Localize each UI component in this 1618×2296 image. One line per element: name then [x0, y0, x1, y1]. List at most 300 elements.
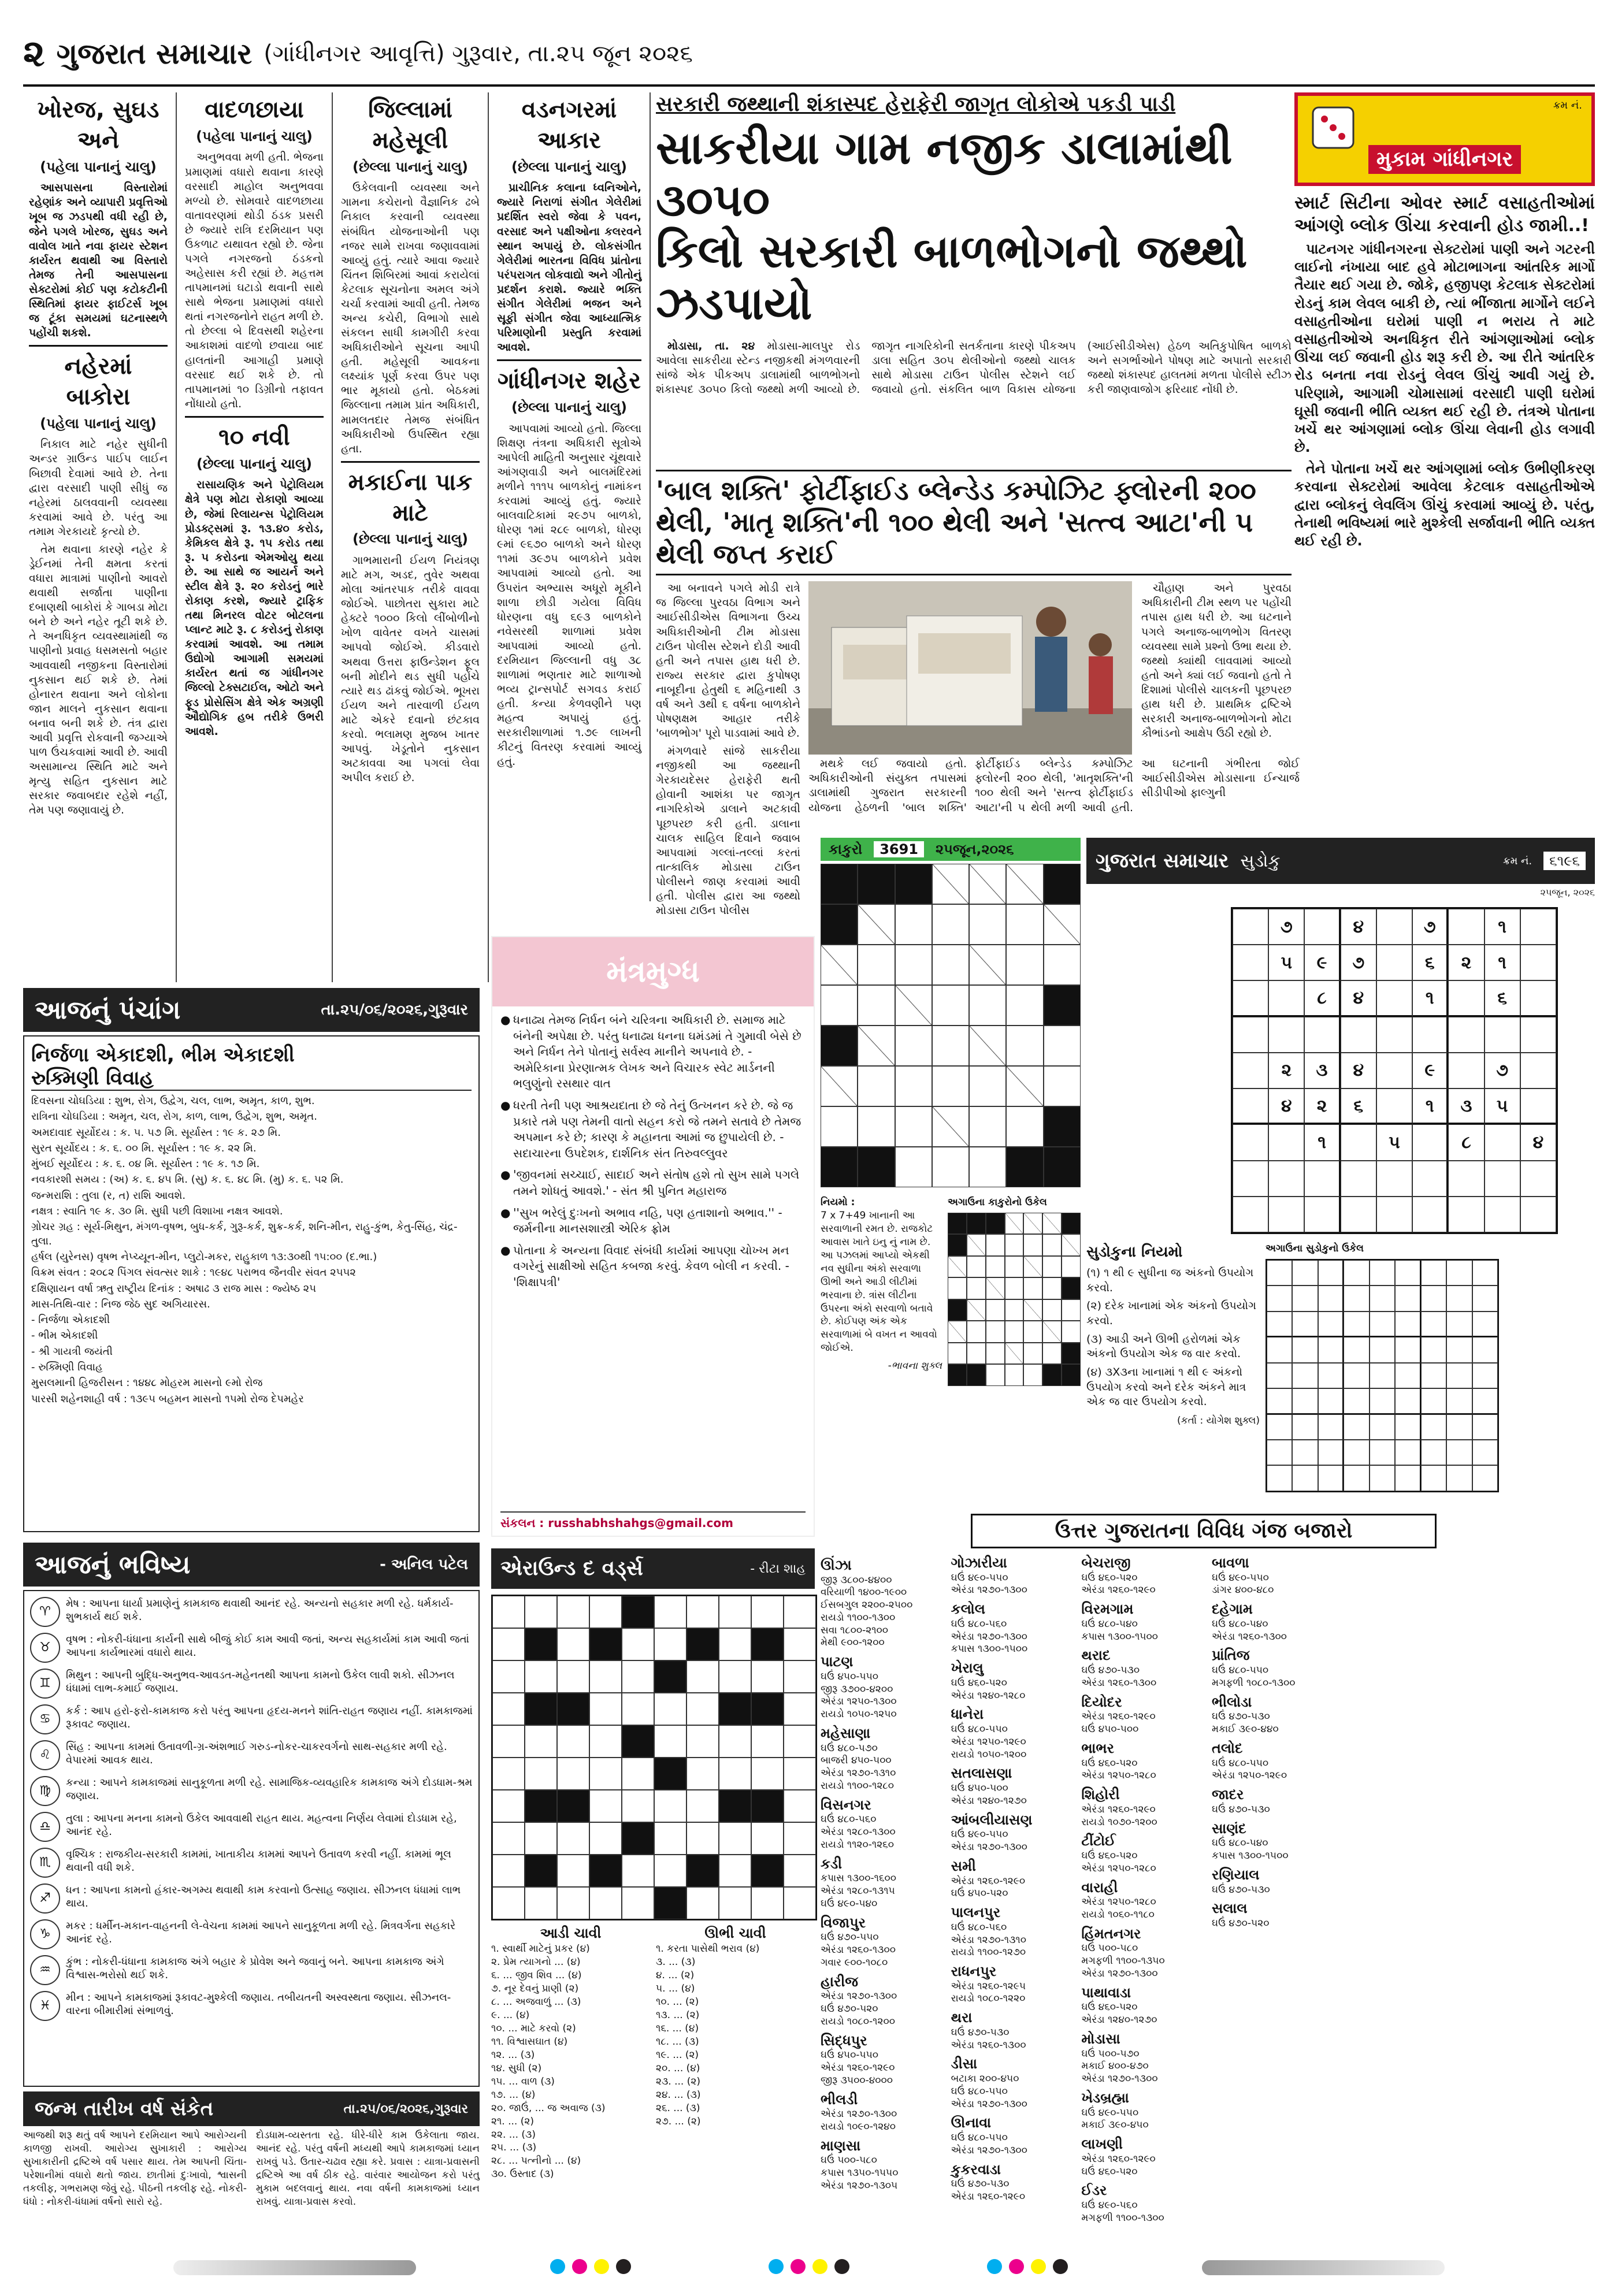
- sudoku-cell[interactable]: ૮: [1304, 980, 1340, 1016]
- crossword-cell[interactable]: [719, 1855, 751, 1887]
- crossword-cell[interactable]: [719, 1660, 751, 1693]
- sudoku-brand: ગુજરાત સમાચાર: [1096, 849, 1229, 872]
- crossword-cell[interactable]: [557, 1758, 589, 1790]
- kakuro-cell[interactable]: [1005, 1277, 1024, 1299]
- campaign-box: [1294, 92, 1595, 844]
- kakuro-cell[interactable]: [1005, 1299, 1024, 1321]
- sudoku-cell[interactable]: [1233, 1017, 1268, 1053]
- kakuro-cell[interactable]: [1005, 1321, 1024, 1343]
- kakuro-cell[interactable]: [895, 904, 932, 945]
- crossword-clue-across: ૩૦. ઉસ્તાદ (૩): [491, 2168, 554, 2180]
- sudoku-cell[interactable]: ૨: [1448, 945, 1484, 980]
- col3-para-2: ગાભમારાની ઈયળ નિયંત્રણ માટે મગ, અડદ, તુવેર અથવા મોલા આંતરપાક તરીકે વાવવા જોઈએ. પાછોતરા સુકારા માટે હેક્ટરે ૧૦૦૦ કિલો લીંબોળીનો ખોળ વાવેતર વખતે ચાસમાં આપવો જોઈએ. કીડવારો અથવા ઉત્તરા ફાઉન્ડેશન ફૂલ બની મોદીને થડ સુધી પહોંચે ત્યારે થડ ઢાંકવું જોઈએ. ભૂખરા ઈયળ અને તારવાળી ઈયળ માટે એકરે દવાનો છંટકાવ કરવો. ભલામણ મુજબ ખાતર આપવું. ખેડૂતોને નુકસાન અટકાવવા આ પગલાં લેવા અપીલ કરાઈ છે.: [341, 554, 480, 785]
- sudoku-cell[interactable]: [1412, 1017, 1448, 1053]
- sudoku-cell[interactable]: [1376, 1161, 1412, 1197]
- kakuro-cell[interactable]: [986, 1256, 1005, 1278]
- sudoku-cell[interactable]: [1485, 1197, 1520, 1232]
- kakuro-cell[interactable]: [895, 1147, 932, 1187]
- crossword-cell[interactable]: [686, 1822, 719, 1855]
- market-city-block: [1212, 1740, 1334, 1782]
- crossword-cell[interactable]: [492, 1693, 525, 1725]
- crossword-cell[interactable]: [492, 1596, 525, 1628]
- sudoku-solution-cell: [1267, 1260, 1292, 1286]
- sudoku-cell[interactable]: [1268, 1197, 1304, 1232]
- sudoku-cell[interactable]: [1448, 1017, 1484, 1053]
- crossword-cell[interactable]: [654, 1628, 686, 1660]
- birthday-title: જન્મ તારીખ વર્ષ સંકેત: [35, 2097, 214, 2120]
- sudoku-cell[interactable]: ૩: [1448, 1088, 1484, 1124]
- crossword-cell[interactable]: [589, 1725, 622, 1758]
- crossword-cell[interactable]: [719, 1628, 751, 1660]
- crossword-cell[interactable]: [784, 1758, 816, 1790]
- crossword-cell[interactable]: [784, 1596, 816, 1628]
- sudoku-cell[interactable]: [1268, 1017, 1304, 1053]
- crossword-clue-across: ૨૦. જાઉં, ... જ અવાજ (૩): [491, 2102, 606, 2114]
- sudoku-cell[interactable]: [1341, 1161, 1376, 1197]
- lead-body-3: મંગળવારે સાંજે સાકરીયા નજીકથી આ જથ્થાની ગેરકાયદેસર હેરાફેરી થતી હોવાની આશંકા પર જાગૃત નાગરિકોએ ડાલાને અટકાવી પૂછપરછ કરી હતી. ડાલાના ચાલક સાહિલ દિવાને જવાબ આપવામાં ગલ્લાં-તલ્લાં કરતાં તાત્કાલિક મોડાસા ટાઉન પોલીસને જાણ કરવામાં આવી હતી. પોલીસ દ્વારા આ જથ્થો મોડાસા ટાઉન પોલીસ: [656, 745, 800, 917]
- crossword-cell[interactable]: [622, 1660, 654, 1693]
- sudoku-cell[interactable]: [1376, 980, 1412, 1016]
- crossword-cell[interactable]: [751, 1822, 784, 1855]
- sudoku-cell[interactable]: [1341, 1124, 1376, 1160]
- sudoku-cell[interactable]: [1412, 1197, 1448, 1232]
- kakuro-cell[interactable]: [969, 1106, 1006, 1147]
- zodiac-row: [30, 1704, 473, 1734]
- crossword-cell[interactable]: [525, 1822, 557, 1855]
- kakuro-cell[interactable]: [1006, 985, 1043, 1026]
- market-city-block: [821, 1914, 943, 1970]
- crossword-cell[interactable]: [686, 1660, 719, 1693]
- crossword-cell[interactable]: [557, 1887, 589, 1919]
- kakuro-cell[interactable]: [858, 945, 895, 985]
- zodiac-row: [30, 1776, 473, 1806]
- kakuro-cell[interactable]: [1044, 945, 1081, 985]
- sudoku-cell[interactable]: [1520, 945, 1556, 980]
- kakuro-cell[interactable]: [986, 1343, 1005, 1365]
- kakuro-cell[interactable]: [858, 1066, 895, 1106]
- market-price-row: ઘઉં ૪૬૦-૫૨૦: [1081, 1571, 1138, 1584]
- crossword-cell[interactable]: [589, 1758, 622, 1790]
- kakuro-cell[interactable]: [1005, 1364, 1024, 1386]
- crossword-cell[interactable]: [719, 1758, 751, 1790]
- sudoku-solution-title: અગાઉના સુડોકુનો ઉકેલ: [1266, 1243, 1364, 1254]
- lead-body-4: મથકે લઈ જવાયો હતો. અધિકારીઓની સંયુક્ત તપાસમાં ડાલામાંથી ગુજરાત સરકારની યોજના હેઠળની 'બાલ શક્તિ' ફોર્ટીફાઈડ બ્લેન્ડેડ કમ્પોઝિટ ફ્લોરની ૨૦૦ થેલી, 'માતૃશક્તિ'ની ૧૦૦ થેલી અને 'સત્ત્વ ફોર્ટીફાઈડ આટા'ની ૫ થેલી મળી આવી હતી. આ ઘટનાની ગંભીરતા જોઈ આઈસીડીએસ મોડાસાના ઈન્ચાર્જ સીડીપીઓ ફાલ્ગુની: [808, 757, 1300, 814]
- crossword-cell[interactable]: [557, 1725, 589, 1758]
- crossword-cell[interactable]: [686, 1887, 719, 1919]
- kakuro-clue-cell: [1062, 1277, 1081, 1299]
- sudoku-cell[interactable]: [1520, 909, 1556, 945]
- sudoku-solution-cell: [1421, 1286, 1446, 1311]
- sudoku-cell[interactable]: [1304, 1197, 1340, 1232]
- sudoku-cell[interactable]: ૪: [1520, 1124, 1556, 1160]
- sudoku-cell[interactable]: [1341, 1197, 1376, 1232]
- kakuro-cell[interactable]: [932, 904, 969, 945]
- kakuro-cell[interactable]: [932, 1147, 969, 1187]
- lead-dateline: મોડાસા, તા. ૨૪: [667, 339, 755, 352]
- sudoku-cell[interactable]: [1376, 1017, 1412, 1053]
- market-city-block: [821, 1973, 943, 2028]
- market-city-block: [1081, 1786, 1204, 1829]
- crossword-cell[interactable]: [784, 1887, 816, 1919]
- crossword-cell[interactable]: [525, 1758, 557, 1790]
- crossword-cell[interactable]: [557, 1855, 589, 1887]
- sudoku-solution-cell: [1370, 1440, 1395, 1465]
- sudoku-cell[interactable]: ૭: [1341, 945, 1376, 980]
- birthday-col-2: દોડધામ-વ્યસ્તતા રહે. ધીરે-ધીરે કામ ઉકેલાતા જાય. આનંદ રહે. પરંતુ વર્ષની મધ્યથી આપે કામકાજમાં ધ્યાન રાખવું પડે. ઉતાર-ચઢાવ રહ્યા કરે. પ્રવાસ : યાત્રા-પ્રવાસની દ્રષ્ટિએ આ વર્ષ ઠીક રહે. વારંવાર આયોજન કરો પરંતુ મુકામ બદલવાનું થાય. નવા વર્ષની કામકાજમાં ધ્યાન રાખવું. યાત્રા-પ્રવાસ કરવો.: [256, 2130, 480, 2208]
- crossword-cell[interactable]: [492, 1887, 525, 1919]
- kakuro-cell[interactable]: [821, 1106, 858, 1147]
- market-city-block: [1081, 2030, 1204, 2086]
- sudoku-cell[interactable]: [1268, 980, 1304, 1016]
- sudoku-cell[interactable]: [1448, 980, 1484, 1016]
- crossword-cell[interactable]: [492, 1758, 525, 1790]
- market-price-row: કપાસ ૧૩૫૦-૧૫૫૦: [821, 2167, 899, 2179]
- market-city-block: [821, 2032, 943, 2087]
- crossword-grid[interactable]: [491, 1595, 815, 1918]
- sudoku-cell[interactable]: [1233, 1088, 1268, 1124]
- zodiac-icon: ♉: [30, 1633, 60, 1663]
- crossword-cell[interactable]: [525, 1596, 557, 1628]
- crossword-cell[interactable]: [557, 1822, 589, 1855]
- kakuro-cell[interactable]: [1023, 1321, 1042, 1343]
- sudoku-cell[interactable]: ૧: [1485, 909, 1520, 945]
- sudoku-cell[interactable]: [1520, 1197, 1556, 1232]
- col4-para-1: પ્રાચીનિક કલાના ધ્વનિઓને, જ્યારે નિરાળાં સંગીત ગેલેરીમાં પ્રદર્શિત સ્વરો જેવા કે પવન, વરસાદ અને પક્ષીઓના કલરવને સ્થાન અપાયું છે. લોકસંગીત ગેલેરીમાં ભારતના વિવિધ પ્રાંતોના પરંપરાગત લોકવાદ્યો અને ગીતોનું પ્રદર્શન કરાશે. જ્યારે ભક્તિ સંગીત ગેલેરીમાં ભજન અને સૂફી સંગીત જેવા આધ્યાત્મિક પરિમાણોની પ્રસ્તુતિ કરવામાં આવશે.: [497, 181, 641, 354]
- market-price-row: ઘઉં ૪૬૦-૫૨૦: [951, 1677, 1007, 1689]
- color-dots-1: [547, 2259, 634, 2276]
- sudoku-cell[interactable]: ૮: [1448, 1124, 1484, 1160]
- kakuro-grid[interactable]: [821, 864, 1081, 1187]
- kakuro-rules-text: 7 x 7+49 ખાનાની આ સરવાળાની રમત છે. રાજકોટ આવાસ ખાતે ઇનુ નું નામ છે. આ પઝલમાં આપ્યો એકથી નવ સુધીના અંકો સરવાળા ઊભી અને આડી લીટીમાં ભરવાના છે. ત્રાંસ લીટીના ઉપરના અંકો સરવાળો બતાવે છે. કોઈપણ અંક એક સરવાળામાં બે વખત ન આવવો જોઈએ.: [821, 1209, 937, 1354]
- crossword-cell[interactable]: [525, 1887, 557, 1919]
- kakuro-cell[interactable]: [1005, 1234, 1024, 1256]
- sudoku-cell[interactable]: ૫: [1485, 1088, 1520, 1124]
- sudoku-cell[interactable]: [1520, 1161, 1556, 1197]
- kakuro-cell[interactable]: [986, 1364, 1005, 1386]
- kakuro-cell[interactable]: [1023, 1364, 1042, 1386]
- market-city-name: મોડાસા: [1081, 2030, 1120, 2047]
- sudoku-cell[interactable]: ૬: [1485, 980, 1520, 1016]
- crossword-clue-across: ૧૪. સુધી (૨): [491, 2062, 542, 2074]
- crossword-cell[interactable]: [686, 1693, 719, 1725]
- sudoku-cell[interactable]: [1485, 1017, 1520, 1053]
- col1-para-1: આસપાસના વિસ્તારોમાં રહેણાંક અને વ્યાપારી પ્રવૃત્તિઓ ખૂબ જ ઝડપથી વધી રહી છે, જેને પગલે ખોરજ, સુઘડ અને વાવોલ ખાતે નવા ફાયર સ્ટેશન કાર્યરત થવાથી આ વિસ્તારો તેમજ તેની આસપાસના સેક્ટરોમાં કોઈ પણ કટોકટીની સ્થિતિમાં ફાયર ફાઈટર્સ ખૂબ જ ટૂંકા સમયમાં ઘટનાસ્થળે પહોંચી શકશે.: [29, 181, 168, 340]
- sudoku-cell[interactable]: [1233, 945, 1268, 980]
- crossword-cell[interactable]: [654, 1596, 686, 1628]
- kakuro-cell[interactable]: [986, 1299, 1005, 1321]
- column-1: [23, 92, 173, 982]
- crossword-cell[interactable]: [784, 1628, 816, 1660]
- sudoku-cell[interactable]: [1233, 1053, 1268, 1088]
- crossword-cell[interactable]: [686, 1758, 719, 1790]
- panchang-lines: [31, 1094, 472, 1406]
- market-price-row: મકાઈ ૩૯૦-૪૫૦: [1081, 2119, 1149, 2131]
- sudoku-cell[interactable]: [1520, 1088, 1556, 1124]
- crossword-cell[interactable]: [751, 1596, 784, 1628]
- market-price-row: વરિયાળી ૧૪૦૦-૧૯૦૦: [821, 1587, 907, 1599]
- kakuro-cell[interactable]: [1023, 1277, 1042, 1299]
- kakuro-cell[interactable]: [969, 904, 1006, 945]
- sudoku-cell[interactable]: ૪: [1268, 1088, 1304, 1124]
- crossword-cell[interactable]: [751, 1887, 784, 1919]
- kakuro-cell[interactable]: [858, 985, 895, 1026]
- crossword-cell[interactable]: [654, 1855, 686, 1887]
- sudoku-cell[interactable]: ૭: [1412, 909, 1448, 945]
- sudoku-cell[interactable]: [1412, 1161, 1448, 1197]
- crossword-cell[interactable]: [686, 1790, 719, 1822]
- crossword-block: [751, 1790, 784, 1822]
- crossword-cell[interactable]: [622, 1790, 654, 1822]
- crossword-cell[interactable]: [622, 1758, 654, 1790]
- sudoku-grid[interactable]: [1231, 907, 1554, 1231]
- kakuro-cell[interactable]: [1062, 1299, 1081, 1321]
- crossword-cell[interactable]: [525, 1660, 557, 1693]
- sudoku-cell[interactable]: [1520, 980, 1556, 1016]
- kakuro-cell[interactable]: [1006, 1106, 1043, 1147]
- crossword-block: [525, 1693, 557, 1725]
- market-price-row: એરંડા ૧૨૭૦-૧૩૧૦: [821, 1767, 896, 1779]
- kakuro-cell[interactable]: [895, 1106, 932, 1147]
- crossword-cell[interactable]: [492, 1855, 525, 1887]
- sudoku-cell[interactable]: [1376, 1197, 1412, 1232]
- panchang-line: નક્ષત્ર : સ્વાતિ ૧૯ ક. ૩૦ મિ. સુધી પછી વિશાખા નક્ષત્ર આવશે.: [31, 1205, 283, 1218]
- crossword-cell[interactable]: [784, 1725, 816, 1758]
- crossword-cell[interactable]: [525, 1725, 557, 1758]
- crossword-cell[interactable]: [492, 1725, 525, 1758]
- crossword-cell[interactable]: [686, 1725, 719, 1758]
- kakuro-cell[interactable]: [1023, 1343, 1042, 1365]
- kakuro-cell[interactable]: [986, 1234, 1005, 1256]
- sudoku-cell[interactable]: [1376, 945, 1412, 980]
- kakuro-cell[interactable]: [858, 1106, 895, 1147]
- kakuro-clue-cell: [858, 864, 895, 904]
- sudoku-cell[interactable]: ૪: [1341, 980, 1376, 1016]
- registration-dot: [791, 2259, 806, 2274]
- crossword-clue-down: ૧૩. ... (૨): [656, 2009, 700, 2022]
- crossword-cell[interactable]: [492, 1628, 525, 1660]
- kakuro-cell[interactable]: [969, 1066, 1006, 1106]
- kakuro-cell[interactable]: [969, 985, 1006, 1026]
- crossword-clue-across: ૧. સ્વાર્થી માટેનું પ્રકર (૪): [491, 1943, 590, 1955]
- crossword-cell[interactable]: [557, 1628, 589, 1660]
- sudoku-cell[interactable]: ૧: [1412, 980, 1448, 1016]
- crossword-cell[interactable]: [719, 1887, 751, 1919]
- sudoku-cell[interactable]: [1304, 1161, 1340, 1197]
- crossword-cell[interactable]: [751, 1660, 784, 1693]
- crossword-cell[interactable]: [654, 1693, 686, 1725]
- market-price-row: ઘઉં ૫૦૦-૫૮૦: [821, 2154, 877, 2167]
- crossword-block: [654, 1660, 686, 1693]
- zodiac-text: કર્ક : આપ હરો-ફરો-કામકાજ કરો પરંતુ આપના હૃદય-મનને શાંતિ-રાહત જણાય નહીં. કામકાજમાં રૂકાવટ જણાય.: [66, 1705, 473, 1731]
- sudoku-cell[interactable]: [1448, 909, 1484, 945]
- sudoku-cell[interactable]: [1233, 980, 1268, 1016]
- kakuro-title: કાકુરો: [829, 841, 863, 857]
- sudoku-cell[interactable]: [1233, 1161, 1268, 1197]
- crossword-cell[interactable]: [784, 1660, 816, 1693]
- kakuro-cell[interactable]: [1006, 945, 1043, 985]
- crossword-cell[interactable]: [589, 1822, 622, 1855]
- kakuro-cell[interactable]: [821, 985, 858, 1026]
- col4-headline-1: વડનગરમાં આકાર: [521, 96, 617, 154]
- kakuro-cell[interactable]: [1042, 1299, 1062, 1321]
- sudoku-cell[interactable]: [1485, 1124, 1520, 1160]
- sudoku-cell[interactable]: [1268, 1161, 1304, 1197]
- crossword-cell[interactable]: [654, 1790, 686, 1822]
- kakuro-cell[interactable]: [932, 945, 969, 985]
- kakuro-cell[interactable]: [969, 1147, 1006, 1187]
- sudoku-cell[interactable]: [1448, 1197, 1484, 1232]
- sudoku-cell[interactable]: ૨: [1304, 1088, 1340, 1124]
- crossword-cell[interactable]: [654, 1725, 686, 1758]
- kakuro-cell[interactable]: [1042, 1234, 1062, 1256]
- sudoku-cell[interactable]: ૬: [1341, 1088, 1376, 1124]
- kakuro-cell[interactable]: [1044, 1066, 1081, 1106]
- market-city-name: ગોઝારીયા: [951, 1555, 1007, 1571]
- market-city-block: [951, 1554, 1074, 1597]
- market-price-row: એરંડા ૧૨૬૦-૧૩૦૦: [951, 2039, 1026, 2051]
- kakuro-cell[interactable]: [948, 1277, 967, 1299]
- crossword-cell[interactable]: [557, 1596, 589, 1628]
- sudoku-cell[interactable]: [1233, 1197, 1268, 1232]
- zodiac-icon: ♎: [30, 1812, 60, 1842]
- crossword-cell[interactable]: [719, 1596, 751, 1628]
- crossword-cell[interactable]: [784, 1855, 816, 1887]
- kakuro-cell[interactable]: [1023, 1234, 1042, 1256]
- kakuro-cell[interactable]: [1042, 1277, 1062, 1299]
- kakuro-cell[interactable]: [932, 1066, 969, 1106]
- sudoku-cell[interactable]: ૬: [1412, 945, 1448, 980]
- kakuro-cell[interactable]: [895, 945, 932, 985]
- kakuro-clue-cell: [858, 1147, 895, 1187]
- market-price-row: ઘઉં ૪૫૦-૫૦૦: [1081, 1723, 1139, 1736]
- sudoku-cell[interactable]: [1341, 1017, 1376, 1053]
- sudoku-cell[interactable]: ૧: [1304, 1124, 1340, 1160]
- crossword-cell[interactable]: [654, 1822, 686, 1855]
- kakuro-clue-cell: [821, 1066, 858, 1106]
- crossword-cell[interactable]: [589, 1660, 622, 1693]
- kakuro-cell[interactable]: [1044, 1026, 1081, 1066]
- crossword-cell[interactable]: [492, 1790, 525, 1822]
- kakuro-cell[interactable]: [1006, 904, 1043, 945]
- kakuro-cell[interactable]: [1005, 1256, 1024, 1278]
- kakuro-cell[interactable]: [948, 1343, 967, 1365]
- crossword-block: [589, 1855, 622, 1887]
- market-price-row: એરંડા ૧૨૭૦-૧૩૧૦: [951, 1934, 1026, 1946]
- kakuro-clue-cell: [1042, 1364, 1062, 1386]
- kakuro-cell[interactable]: [1062, 1256, 1081, 1278]
- crossword-cell[interactable]: [719, 1822, 751, 1855]
- crossword-cell[interactable]: [751, 1758, 784, 1790]
- sudoku-cell[interactable]: [1485, 1161, 1520, 1197]
- sudoku-cell[interactable]: [1448, 1161, 1484, 1197]
- market-city-name: સિદ્ધપુર: [821, 2032, 867, 2049]
- sudoku-cell[interactable]: ૫: [1376, 1124, 1412, 1160]
- crossword-block: [525, 1628, 557, 1660]
- sudoku-solution-cell: [1292, 1312, 1318, 1337]
- sudoku-cell[interactable]: ૨: [1268, 1053, 1304, 1088]
- crossword-cell[interactable]: [589, 1693, 622, 1725]
- sudoku-cell[interactable]: ૯: [1304, 945, 1340, 980]
- crossword-cell[interactable]: [784, 1693, 816, 1725]
- sudoku-solution-cell: [1370, 1363, 1395, 1388]
- sudoku-cell[interactable]: [1233, 1124, 1268, 1160]
- crossword-cell[interactable]: [589, 1887, 622, 1919]
- sudoku-cell[interactable]: [1448, 1053, 1484, 1088]
- sudoku-solution-cell: [1446, 1388, 1472, 1414]
- kakuro-cell[interactable]: [895, 1026, 932, 1066]
- market-city-block: [1081, 1647, 1204, 1689]
- market-price-row: ઘઉં ૪૮૦-૫૬૦: [951, 1921, 1007, 1933]
- market-city-name: થરા: [951, 2009, 973, 2026]
- sudoku-cell[interactable]: ૧: [1485, 945, 1520, 980]
- crossword-cell[interactable]: [622, 1628, 654, 1660]
- zodiac-row: [30, 1955, 473, 1985]
- kakuro-cell[interactable]: [986, 1321, 1005, 1343]
- sudoku-cell[interactable]: ૭: [1268, 909, 1304, 945]
- kakuro-cell[interactable]: [967, 1321, 986, 1343]
- kakuro-cell[interactable]: [1042, 1343, 1062, 1365]
- crossword-cell[interactable]: [751, 1725, 784, 1758]
- crossword-cell[interactable]: [686, 1596, 719, 1628]
- zodiac-text: કન્યા : આપને કામકાજમાં સાનુકૂળતા મળી રહે. સામાજિક-વ્યવહારિક કામકાજ અંગે દોડધામ-શ્રમ જણાય.: [66, 1777, 473, 1803]
- crossword-cell[interactable]: [492, 1660, 525, 1693]
- sudoku-cell[interactable]: ૩: [1304, 1053, 1340, 1088]
- kakuro-cell[interactable]: [967, 1256, 986, 1278]
- registration-dot: [616, 2259, 631, 2274]
- crossword-cell[interactable]: [589, 1790, 622, 1822]
- market-city-name: ખેડબ્રહ્મા: [1081, 2089, 1129, 2106]
- kakuro-cell[interactable]: [1042, 1256, 1062, 1278]
- kakuro-cell[interactable]: [967, 1343, 986, 1365]
- sudoku-cell[interactable]: [1376, 1053, 1412, 1088]
- sudoku-cell[interactable]: ૯: [1412, 1053, 1448, 1088]
- sudoku-cell[interactable]: [1268, 1124, 1304, 1160]
- crossword-cell[interactable]: [492, 1822, 525, 1855]
- crossword-cell[interactable]: [719, 1725, 751, 1758]
- crossword-cell[interactable]: [784, 1790, 816, 1822]
- sudoku-cell[interactable]: ૫: [1268, 945, 1304, 980]
- crossword-cell[interactable]: [622, 1693, 654, 1725]
- sudoku-cell[interactable]: [1304, 909, 1340, 945]
- kakuro-clue-cell: [1023, 1299, 1042, 1321]
- kakuro-cell[interactable]: [1062, 1321, 1081, 1343]
- sudoku-cell[interactable]: ૪: [1341, 909, 1376, 945]
- lead-body-1: મોડાસા-માલપુર રોડ આવેલા સાકરીયા સ્ટેન્ડ નજીકથી મંગળવારની સાંજે એક પીકઅપ ડાલામાંથી બાળભોગનો શંકાસ્પદ ૩૦૫૦ કિલો જથ્થો મળી આવ્યો છે. જાગૃત નાગરિકોની સતર્કતાના કારણે પીકઅપ ડાલા સહિત ૩૦૫ થેલીઓનો જથ્થો ચાલક સાથે મોડાસા ટાઉન પોલીસ સ્ટેશને લઈ જવાયો હતો. સંકલિત બાળ વિકાસ યોજના (આઈસીડીએસ) હેઠળ અતિકુપોષિત બાળકો અને સગર્ભાઓને પોષણ માટે અપાતો સરકારી જથ્થો શંકાસ્પદ હાલતમાં મળતા પોલીસે સ્ટીઝ કરી જાણવાજોગ ફરિયાદ નોંધી છે.: [656, 339, 1292, 396]
- sudoku-cell[interactable]: [1412, 1124, 1448, 1160]
- kakuro-cell[interactable]: [1006, 1026, 1043, 1066]
- kakuro-cell[interactable]: [932, 1026, 969, 1066]
- sudoku-cell[interactable]: [1376, 1088, 1412, 1124]
- sudoku-cell[interactable]: [1520, 1017, 1556, 1053]
- kakuro-cell[interactable]: [895, 1066, 932, 1106]
- crossword-cell[interactable]: [622, 1855, 654, 1887]
- sudoku-solution-cell: [1292, 1465, 1318, 1491]
- sudoku-cell[interactable]: [1376, 909, 1412, 945]
- sudoku-cell[interactable]: [1304, 1017, 1340, 1053]
- sudoku-cell[interactable]: ૭: [1485, 1053, 1520, 1088]
- crossword-cell[interactable]: [784, 1822, 816, 1855]
- sudoku-cell[interactable]: [1520, 1053, 1556, 1088]
- crossword-cell[interactable]: [622, 1887, 654, 1919]
- sudoku-cell[interactable]: ૪: [1341, 1053, 1376, 1088]
- crossword-cell[interactable]: [557, 1660, 589, 1693]
- kakuro-cell[interactable]: [967, 1277, 986, 1299]
- sudoku-cell[interactable]: ૧: [1412, 1088, 1448, 1124]
- market-price-row: એરંડા ૧૨૫૦-૧૨૯૦: [1211, 1770, 1287, 1782]
- crossword-cell[interactable]: [589, 1596, 622, 1628]
- sudoku-cell[interactable]: [1233, 909, 1268, 945]
- kakuro-cell[interactable]: [932, 985, 969, 1026]
